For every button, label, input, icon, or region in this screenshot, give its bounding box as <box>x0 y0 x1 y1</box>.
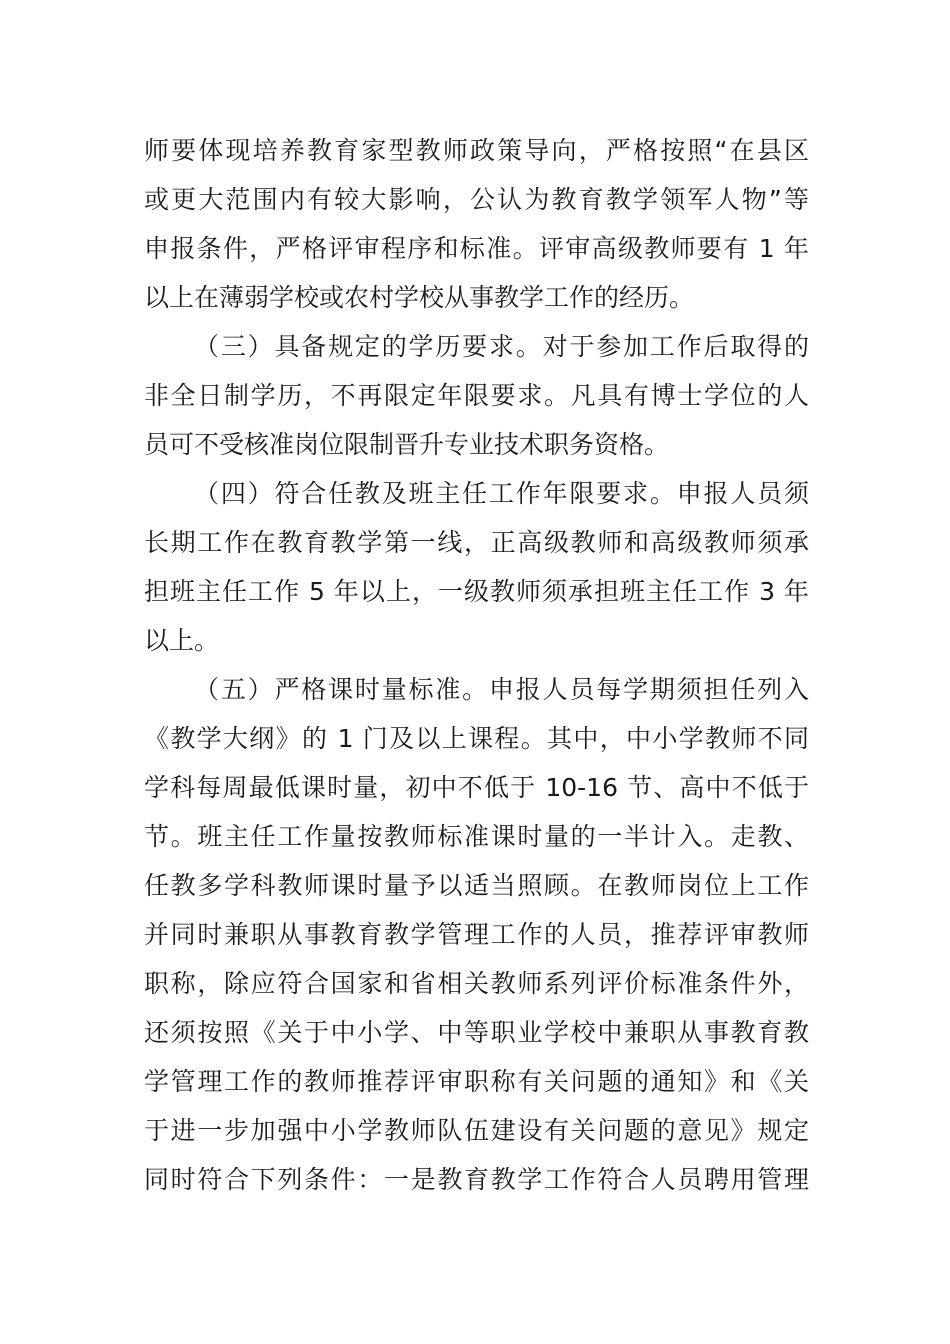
text-line: 以上在薄弱学校或农村学校从事教学工作的经历。 <box>144 283 695 312</box>
text-line: 任教多学科教师课时量予以适当照顾。在教师岗位上工作 <box>144 871 809 900</box>
text-line: 长期工作在教育教学第一线，正高级教师和高级教师须承 <box>144 528 809 557</box>
text-line: 担班主任工作 5 年以上，一级教师须承担班主任工作 3 年 <box>144 577 809 606</box>
paragraph-heading-4: （四）符合任教及班主任工作年限要求。申报人员须 <box>194 479 809 508</box>
text-line: 师要体现培养教育家型教师政策导向，严格按照“在县区 <box>144 136 809 165</box>
paragraph-heading-5: （五）严格课时量标准。申报人员每学期须担任列入 <box>194 675 809 704</box>
text-line: 《教学大纲》的 1 门及以上课程。其中，中小学教师不同 <box>144 724 809 753</box>
paragraph-heading-3: （三）具备规定的学历要求。对于参加工作后取得的 <box>194 332 809 361</box>
text-line: 职称，除应符合国家和省相关教师系列评价标准条件外， <box>144 969 809 998</box>
text-line: 学科每周最低课时量，初中不低于 10-16 节、高中不低于 <box>144 773 809 802</box>
text-line: 于进一步加强中小学教师队伍建设有关问题的意见》规定 <box>144 1116 809 1145</box>
text-line: 申报条件，严格评审程序和标准。评审高级教师要有 1 年 <box>144 234 809 263</box>
text-line: 还须按照《关于中小学、中等职业学校中兼职从事教育教 <box>144 1018 809 1047</box>
text-line: 同时符合下列条件：一是教育教学工作符合人员聘用管理 <box>144 1165 809 1194</box>
text-line: 或更大范围内有较大影响，公认为教育教学领军人物”等 <box>144 185 809 214</box>
text-line: 节。班主任工作量按教师标准课时量的一半计入。走教、 <box>144 822 809 851</box>
text-line: 学管理工作的教师推荐评审职称有关问题的通知》和《关 <box>144 1067 809 1096</box>
text-line: 员可不受核准岗位限制晋升专业技术职务资格。 <box>144 430 670 459</box>
text-line: 并同时兼职从事教育教学管理工作的人员，推荐评审教师 <box>144 920 809 949</box>
text-line: 以上。 <box>144 626 220 655</box>
text-line: 非全日制学历，不再限定年限要求。凡具有博士学位的人 <box>144 381 809 410</box>
